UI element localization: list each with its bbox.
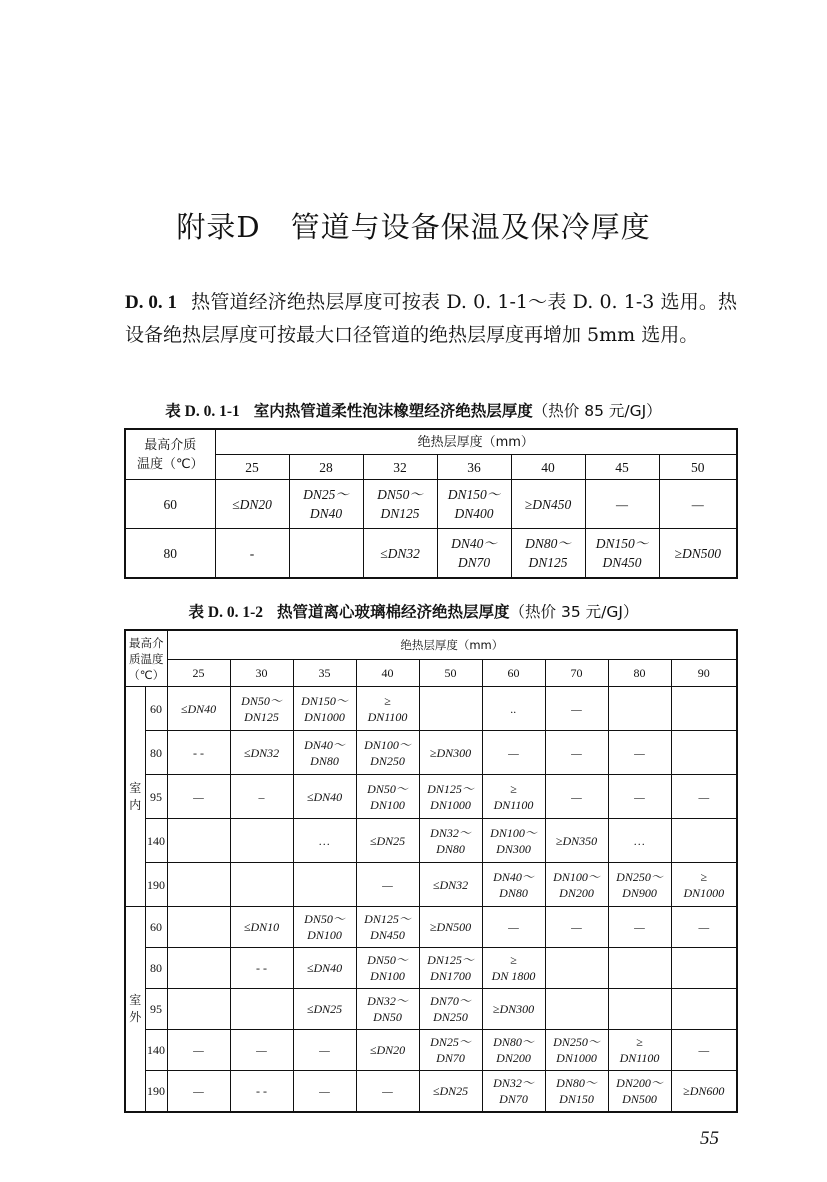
table1-cell: ≤DN20 [215, 480, 289, 529]
table1-cell: DN150～ DN400 [437, 480, 511, 529]
table1-cell: — [585, 480, 659, 529]
table2-cell: — [356, 1071, 419, 1113]
table2-caption-note: （热价 35 元/GJ） [509, 603, 639, 621]
table2-cell: DN70～ DN250 [419, 989, 482, 1030]
table2-cell: — [167, 1030, 230, 1071]
table2-cell: — [671, 775, 737, 819]
table1-cell: DN40～ DN70 [437, 529, 511, 579]
table2-corner-header: 最高介 质温度 （℃） [125, 630, 167, 687]
table2-cell: ≥ DN 1800 [482, 948, 545, 989]
table1-temp-cell: 80 [125, 529, 215, 579]
table2-cell: — [608, 731, 671, 775]
table2-cell: DN125～ DN1000 [419, 775, 482, 819]
table-row [125, 1071, 737, 1113]
table2-cell: ≤DN40 [293, 775, 356, 819]
table2-thickness-25: 25 [167, 660, 230, 687]
table2-temp-cell: 80 [145, 948, 167, 989]
clause-number: D. 0. 1 [125, 292, 178, 313]
table-row [125, 687, 737, 731]
table2-cell [671, 819, 737, 863]
table2-cell [167, 863, 230, 907]
table2-cell: DN200～ DN500 [608, 1071, 671, 1113]
table1-cell: DN25～ DN40 [289, 480, 363, 529]
table1-cell [289, 529, 363, 579]
table2-cell [230, 819, 293, 863]
clause-paragraph [125, 286, 737, 351]
table2-cell [230, 989, 293, 1030]
table1-caption [0, 399, 827, 421]
table2-cell: DN125～ DN450 [356, 907, 419, 948]
table-row [125, 480, 737, 529]
table-row [125, 907, 737, 948]
table1-cell: ≤DN32 [363, 529, 437, 579]
table2-cell: — [545, 775, 608, 819]
table2-cell: – [230, 775, 293, 819]
table2-thickness-90: 90 [671, 660, 737, 687]
table2 [124, 629, 738, 1113]
table2-temp-cell: 80 [145, 731, 167, 775]
table2-cell [608, 687, 671, 731]
table2-cell [419, 687, 482, 731]
table-row [125, 529, 737, 579]
table2-cell [545, 989, 608, 1030]
table2-cell: DN32～ DN50 [356, 989, 419, 1030]
table2-temp-cell: 190 [145, 1071, 167, 1113]
table2-cell: ≥DN300 [482, 989, 545, 1030]
table2-cell: — [482, 731, 545, 775]
table2-thickness-80: 80 [608, 660, 671, 687]
table2-cell: — [167, 1071, 230, 1113]
table2-cell [608, 989, 671, 1030]
table2-cell: ≤DN25 [419, 1071, 482, 1113]
page-number: 55 [700, 1128, 719, 1149]
table2-cell: DN50～ DN100 [356, 948, 419, 989]
clause-text: 热管道经济绝热层厚度可按表 D. 0. 1-1～表 D. 0. 1-3 选用。热设备绝热层厚度可按最大口径管道的绝热层厚度再增加 5mm 选用。 [125, 291, 737, 346]
table2-cell: … [293, 819, 356, 863]
table1-caption-text: 室内热管道柔性泡沫橡塑经济绝热层厚度 [253, 402, 533, 420]
table2-cell [671, 989, 737, 1030]
table-row [125, 1030, 737, 1071]
table2-cell [167, 948, 230, 989]
table2-cell: ≥DN300 [419, 731, 482, 775]
table2-cell: — [167, 775, 230, 819]
table2-cell: DN100～ DN300 [482, 819, 545, 863]
table1-cell: DN80～ DN125 [511, 529, 585, 579]
appendix-title: 附录D 管道与设备保温及保冷厚度 [176, 210, 651, 244]
table2-cell: ≤DN10 [230, 907, 293, 948]
table2-cell [230, 863, 293, 907]
table1-temp-cell: 60 [125, 480, 215, 529]
table2-cell [671, 948, 737, 989]
table1-caption-note: （热价 85 元/GJ） [532, 402, 662, 420]
table-row [125, 819, 737, 863]
table2-thickness-35: 35 [293, 660, 356, 687]
table2-cell: DN32～ DN70 [482, 1071, 545, 1113]
table-row [125, 775, 737, 819]
table2-cell: ≤DN20 [356, 1030, 419, 1071]
table1-corner-header: 最高介质 温度（℃） [125, 429, 215, 480]
table2-cell [671, 687, 737, 731]
table2-cell: ≤DN32 [419, 863, 482, 907]
table2-cell: — [608, 775, 671, 819]
table2-cell: DN40～ DN80 [293, 731, 356, 775]
table2-cell: ≥ DN1100 [608, 1030, 671, 1071]
table2-cell: ≤DN32 [230, 731, 293, 775]
table2-cell: — [482, 907, 545, 948]
table1-thickness-32: 32 [363, 455, 437, 480]
table2-group-label: 室 内 [125, 687, 145, 907]
table2-cell: DN25～ DN70 [419, 1030, 482, 1071]
table2-cell: — [545, 731, 608, 775]
table1-cell: — [659, 480, 737, 529]
table2-thickness-header: 绝热层厚度（mm） [167, 630, 737, 660]
table2-cell: — [356, 863, 419, 907]
table2-cell: ≥ DN1100 [356, 687, 419, 731]
table-row [125, 989, 737, 1030]
table2-cell [167, 907, 230, 948]
table2-cell [671, 731, 737, 775]
table2-temp-cell: 95 [145, 775, 167, 819]
table1-cell: - [215, 529, 289, 579]
table2-cell: DN32～ DN80 [419, 819, 482, 863]
table2-caption-number: 表 D. 0. 1-2 [188, 604, 264, 621]
table1-thickness-45: 45 [585, 455, 659, 480]
table2-thickness-70: 70 [545, 660, 608, 687]
table2-temp-cell: 95 [145, 989, 167, 1030]
table2-cell: - - [167, 731, 230, 775]
table2-temp-cell: 190 [145, 863, 167, 907]
table1-cell: DN150～ DN450 [585, 529, 659, 579]
table2-cell: — [671, 1030, 737, 1071]
table-row [125, 863, 737, 907]
table2-cell [608, 948, 671, 989]
table1-thickness-50: 50 [659, 455, 737, 480]
table2-cell: ≤DN40 [293, 948, 356, 989]
table2-temp-cell: 140 [145, 1030, 167, 1071]
table2-cell: DN50～ DN125 [230, 687, 293, 731]
table2-thickness-50: 50 [419, 660, 482, 687]
table2-cell: — [545, 907, 608, 948]
table2-cell: — [608, 907, 671, 948]
table2-caption [0, 600, 827, 622]
table2-cell: — [671, 907, 737, 948]
table2-cell: ≤DN40 [167, 687, 230, 731]
table2-temp-cell: 60 [145, 907, 167, 948]
table2-cell: DN50～ DN100 [293, 907, 356, 948]
table2-cell: - - [230, 1071, 293, 1113]
table2-group-label: 室 外 [125, 907, 145, 1113]
table2-cell: … [608, 819, 671, 863]
table2-cell [167, 989, 230, 1030]
table2-cell: - - [230, 948, 293, 989]
table1-thickness-36: 36 [437, 455, 511, 480]
table1-cell: DN50～ DN125 [363, 480, 437, 529]
table2-cell: ≥ DN1000 [671, 863, 737, 907]
table2-cell: DN40～ DN80 [482, 863, 545, 907]
table2-thickness-60: 60 [482, 660, 545, 687]
table2-cell: ≥DN500 [419, 907, 482, 948]
table2-cell: ≤DN25 [356, 819, 419, 863]
table1 [124, 428, 738, 579]
table2-temp-cell: 140 [145, 819, 167, 863]
table2-cell: .. [482, 687, 545, 731]
table2-cell: DN250～ DN900 [608, 863, 671, 907]
table2-cell: — [230, 1030, 293, 1071]
table2-cell: DN150～ DN1000 [293, 687, 356, 731]
table2-cell: ≤DN25 [293, 989, 356, 1030]
table2-cell: — [293, 1030, 356, 1071]
table-row [125, 731, 737, 775]
table2-cell: DN80～ DN150 [545, 1071, 608, 1113]
table1-thickness-25: 25 [215, 455, 289, 480]
table2-cell [293, 863, 356, 907]
table1-thickness-header: 绝热层厚度（mm） [215, 429, 737, 455]
table1-caption-number: 表 D. 0. 1-1 [165, 403, 240, 420]
table1-cell: ≥DN450 [511, 480, 585, 529]
table2-cell [545, 948, 608, 989]
table1-thickness-40: 40 [511, 455, 585, 480]
table2-cell: ≥DN350 [545, 819, 608, 863]
table2-cell: — [293, 1071, 356, 1113]
table2-cell: DN125～ DN1700 [419, 948, 482, 989]
table1-thickness-28: 28 [289, 455, 363, 480]
table2-cell [167, 819, 230, 863]
table2-cell: DN80～ DN200 [482, 1030, 545, 1071]
table2-cell: DN250～ DN1000 [545, 1030, 608, 1071]
table2-thickness-40: 40 [356, 660, 419, 687]
table2-cell: DN50～ DN100 [356, 775, 419, 819]
table2-thickness-30: 30 [230, 660, 293, 687]
table2-caption-text: 热管道离心玻璃棉经济绝热层厚度 [277, 603, 510, 621]
table2-cell: ≥DN600 [671, 1071, 737, 1113]
table2-temp-cell: 60 [145, 687, 167, 731]
table-row [125, 948, 737, 989]
table2-cell: ≥ DN1100 [482, 775, 545, 819]
table1-cell: ≥DN500 [659, 529, 737, 579]
table2-cell: DN100～ DN250 [356, 731, 419, 775]
table2-cell: — [545, 687, 608, 731]
table2-cell: DN100～ DN200 [545, 863, 608, 907]
